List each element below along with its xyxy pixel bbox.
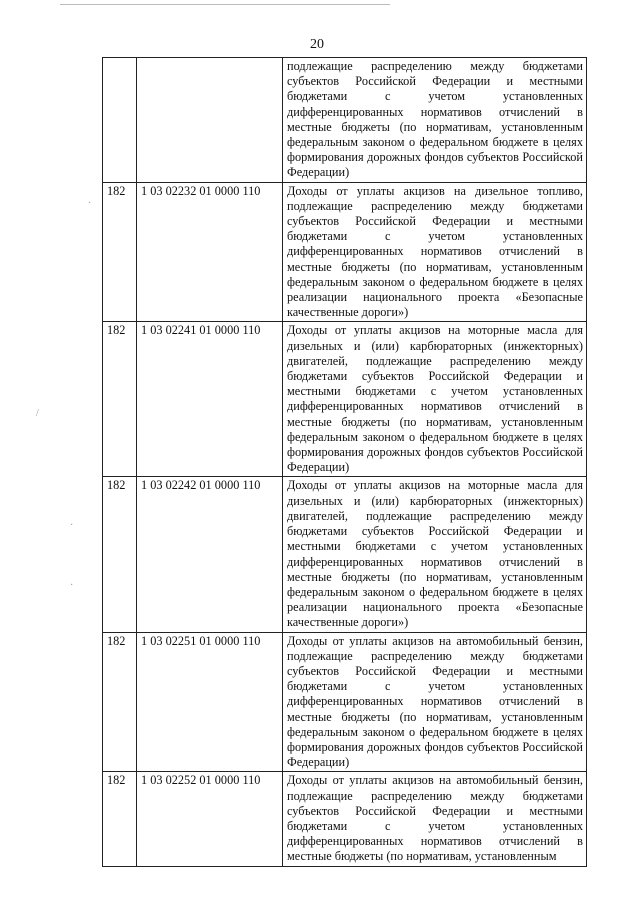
top-rule (60, 4, 390, 5)
admin-code-cell: 182 (103, 322, 137, 477)
description-cell: подлежащие распределению между бюджетами субъектов Российской Федерации и местными бюджетами с учетом установленных дифференцированных нормативов отчислений в местные бюджеты (по нормативам, установленным федеральным законом о федеральном бюджете в целях формирования дорожных фондов субъектов Российской Федерации) (283, 58, 587, 183)
classification-code-cell: 1 03 02232 01 0000 110 (137, 182, 283, 322)
description-cell: Доходы от уплаты акцизов на дизельное топливо, подлежащие распределению между бюджетами субъектов Российской Федерации и местными бюджетами с учетом установленных дифференцированных нормативов отчислений в местные бюджеты (по нормативам, установленным федеральным законом о федеральном бюджете в целях реализации национального проекта «Безопасные качественные дороги») (283, 182, 587, 322)
classification-code-cell: 1 03 02251 01 0000 110 (137, 632, 283, 772)
table-row (103, 58, 587, 183)
description-cell: Доходы от уплаты акцизов на моторные масла для дизельных и (или) карбюраторных (инжекторных) двигателей, подлежащие распределению между бюджетами субъектов Российской Федерации и местными бюджетами с учетом установленных дифференцированных нормативов отчислений в местные бюджеты (по нормативам, установленным федеральным законом о федеральном бюджете в целях формирования дорожных фондов субъектов Российской Федерации) (283, 322, 587, 477)
scan-speck: / (36, 408, 39, 419)
classification-code-cell: 1 03 02241 01 0000 110 (137, 322, 283, 477)
scan-speck: · (88, 198, 92, 209)
admin-code-cell: 182 (103, 182, 137, 322)
page-number: 20 (310, 37, 324, 52)
admin-code-cell: 182 (103, 632, 137, 772)
scan-speck: · (70, 520, 74, 531)
table-row (103, 322, 587, 477)
admin-code-cell: 182 (103, 477, 137, 632)
table-row (103, 772, 587, 866)
description-cell: Доходы от уплаты акцизов на автомобильный бензин, подлежащие распределению между бюджетами субъектов Российской Федерации и местными бюджетами с учетом установленных дифференцированных нормативов отчислений в местные бюджеты (по нормативам, установленным федеральным законом о федеральном бюджете в целях формирования дорожных фондов субъектов Российской Федерации) (283, 632, 587, 772)
table-row (103, 477, 587, 632)
scan-speck: · (70, 580, 74, 591)
description-cell: Доходы от уплаты акцизов на автомобильный бензин, подлежащие распределению между бюджетами субъектов Российской Федерации и местными бюджетами с учетом установленных дифференцированных нормативов отчислений в местные бюджеты (по нормативам, установленным (283, 772, 587, 866)
admin-code-cell (103, 58, 137, 183)
admin-code-cell: 182 (103, 772, 137, 866)
classification-code-cell: 1 03 02252 01 0000 110 (137, 772, 283, 866)
classification-code-cell: 1 03 02242 01 0000 110 (137, 477, 283, 632)
description-cell: Доходы от уплаты акцизов на моторные масла для дизельных и (или) карбюраторных (инжекторных) двигателей, подлежащие распределению между бюджетами субъектов Российской Федерации и местными бюджетами с учетом установленных дифференцированных нормативов отчислений в местные бюджеты (по нормативам, установленным федеральным законом о федеральном бюджете в целях реализации национального проекта «Безопасные качественные дороги») (283, 477, 587, 632)
table-row (103, 182, 587, 322)
table-row (103, 632, 587, 772)
revenue-codes-table (102, 57, 587, 867)
classification-code-cell (137, 58, 283, 183)
